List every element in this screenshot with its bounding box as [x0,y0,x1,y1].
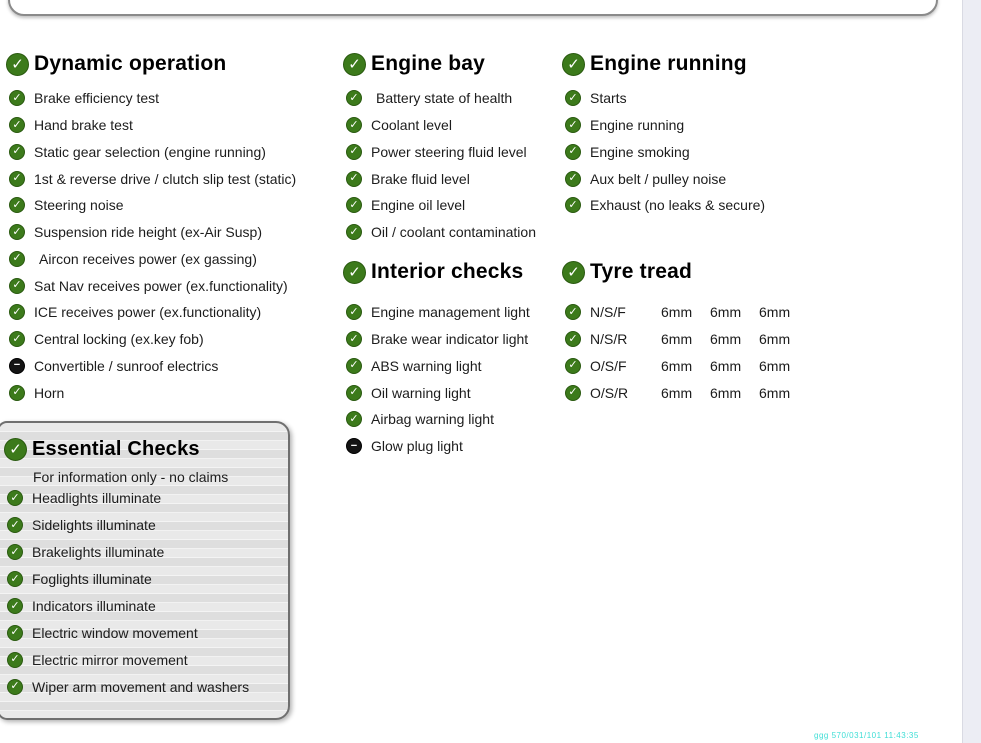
check-item-label: Oil warning light [371,384,471,401]
check-item [6,353,296,380]
check-item-label: Exhaust (no leaks & secure) [590,197,766,214]
section-header-tyre-tread [562,259,692,285]
check-item [0,619,249,646]
check-item-label: Starts [590,90,627,107]
check-item-label: Engine running [590,117,685,134]
tyre-row [562,299,799,326]
check-item-label: Central locking (ex.key fob) [34,331,204,348]
tread-depth-value: 6mm [759,384,791,401]
check-item [0,673,249,700]
check-circle-icon [346,304,362,320]
check-item [343,219,536,246]
section-title: Essential Checks [32,437,200,460]
check-circle-icon [565,304,581,320]
check-circle-icon [565,331,581,347]
check-item-label: Airbag warning light [371,411,494,428]
check-item [0,646,249,673]
section-header-interior-checks [343,259,523,285]
scrollbar-track[interactable] [962,0,981,743]
tyre-row [562,326,799,353]
check-item [562,192,765,219]
check-item [6,219,296,246]
check-item [562,165,765,192]
check-item [6,85,296,112]
check-item [6,165,296,192]
check-item-label: Hand brake test [34,117,133,134]
engine-running-list [562,85,765,219]
check-item [6,379,296,406]
check-item-label: Glow plug light [371,438,463,455]
check-item [343,165,536,192]
check-item-label: Aircon receives power (ex gassing) [39,250,257,267]
tread-depth-value: 6mm [661,331,693,348]
check-circle-icon [346,411,362,427]
check-item [343,299,530,326]
check-circle-icon [7,598,23,614]
check-circle-icon [565,358,581,374]
check-circle-icon [7,490,23,506]
check-item-label: Brakelights illuminate [32,544,165,561]
tread-depth-value: 6mm [710,384,742,401]
check-item-label: Headlights illuminate [32,490,162,507]
section-title: Engine running [590,52,747,75]
check-circle-icon [7,571,23,587]
check-circle-icon [346,144,362,160]
check-circle-icon [346,90,362,106]
check-circle-icon [7,625,23,641]
section-title: Engine bay [371,52,486,75]
check-item-label: Oil / coolant contamination [371,224,536,241]
section-title: Tyre tread [590,260,692,283]
check-item-label: Electric mirror movement [32,651,188,668]
essential-checks-list [0,485,249,700]
check-item-label: Foglights illuminate [32,571,152,588]
previous-card-bottom [8,0,938,16]
check-circle-icon [343,53,366,76]
check-item [0,566,249,593]
check-item [343,326,530,353]
check-item [343,192,536,219]
check-item-label: Battery state of health [376,90,513,107]
check-item-label: Engine management light [371,304,530,321]
essential-checks-note: For information only - no claims [33,469,229,485]
check-item-label: Brake fluid level [371,170,470,187]
check-circle-icon [9,304,25,320]
tread-depth-value: 6mm [759,331,791,348]
check-item [343,85,536,112]
tyre-position-label: N/S/R [590,331,628,348]
check-circle-icon [346,331,362,347]
section-header-engine-bay [343,51,485,77]
check-item [6,246,296,273]
check-circle-icon [9,90,25,106]
tread-depth-value: 6mm [710,357,742,374]
check-circle-icon [7,517,23,533]
check-circle-icon [7,544,23,560]
check-item-label: Wiper arm movement and washers [32,678,250,695]
check-item [562,139,765,166]
check-circle-icon [346,171,362,187]
check-item-label: Indicators illuminate [32,598,156,614]
check-circle-icon [9,197,25,213]
check-item [6,272,296,299]
check-item-label: Sat Nav receives power (ex.functionality) [34,277,288,294]
check-item-label: Steering noise [34,197,124,214]
check-circle-icon [9,224,25,240]
check-circle-icon [346,224,362,240]
section-title: Dynamic operation [34,52,227,75]
check-item [343,406,530,433]
check-item [6,299,296,326]
check-item [6,139,296,166]
check-circle-icon [565,171,581,187]
essential-checks-panel [0,421,290,720]
check-item-label: 1st & reverse drive / clutch slip test (static) [34,170,297,187]
tyre-row [562,353,799,380]
check-item [343,379,530,406]
check-item [0,539,249,566]
tread-depth-value: 6mm [661,304,693,321]
section-title: Interior checks [371,260,524,283]
tread-depth-value: 6mm [759,357,791,374]
tread-depth-value: 6mm [661,357,693,374]
minus-circle-icon [9,358,25,374]
tyre-position-label: O/S/R [590,384,629,401]
tyre-position-label: O/S/F [590,357,627,374]
check-item-label: Brake efficiency test [34,90,160,107]
interior-checks-list [343,299,530,460]
check-item [343,433,530,460]
check-circle-icon [562,261,585,284]
tread-depth-value: 6mm [710,304,742,321]
tyre-tread-list [562,299,799,406]
check-circle-icon [7,679,23,695]
check-item-label: Static gear selection (engine running) [34,143,266,160]
minus-circle-icon [346,438,362,454]
check-item [343,112,536,139]
check-circle-icon [9,171,25,187]
check-circle-icon [346,358,362,374]
tread-depth-value: 6mm [710,331,742,348]
check-circle-icon [7,652,23,668]
check-circle-icon [346,385,362,401]
tyre-row [562,379,799,406]
check-circle-icon [565,144,581,160]
check-item-label: Engine smoking [590,143,690,160]
check-circle-icon [343,261,366,284]
check-item-label: Brake wear indicator light [371,331,529,348]
check-item [562,85,765,112]
check-circle-icon [9,331,25,347]
engine-bay-list [343,85,536,246]
check-circle-icon [565,90,581,106]
check-item-label: ICE receives power (ex.functionality) [34,304,262,321]
watermark-text: ggg 570/031/101 11:43:35 [814,731,919,740]
check-circle-icon [4,438,27,461]
dynamic-operation-list [6,85,296,406]
tread-depth-value: 6mm [759,304,791,321]
section-header-dynamic-operation [6,51,226,77]
check-circle-icon [565,117,581,133]
check-item-label: Convertible / sunroof electrics [34,357,219,374]
check-item [6,112,296,139]
check-circle-icon [9,117,25,133]
check-circle-icon [9,144,25,160]
check-item-label: Aux belt / pulley noise [590,170,727,187]
check-circle-icon [565,197,581,213]
check-item-label: Sidelights illuminate [32,517,156,534]
check-item [562,112,765,139]
check-circle-icon [9,278,25,294]
check-item [343,139,536,166]
check-item-label: Electric window movement [32,624,198,641]
check-item [0,593,249,620]
check-circle-icon [565,385,581,401]
check-item [0,512,249,539]
check-circle-icon [9,251,25,267]
section-header-essential-checks [4,436,200,462]
check-item-label: ABS warning light [371,357,482,374]
check-item [343,353,530,380]
tyre-position-label: N/S/F [590,304,626,321]
check-circle-icon [562,53,585,76]
check-item-label: Engine oil level [371,197,466,214]
check-circle-icon [346,117,362,133]
check-circle-icon [6,53,29,76]
check-circle-icon [346,197,362,213]
check-item-label: Suspension ride height (ex-Air Susp) [34,224,263,241]
check-item [0,485,249,512]
check-item [6,192,296,219]
tread-depth-value: 6mm [661,384,693,401]
section-header-engine-running [562,51,747,77]
check-item [6,326,296,353]
check-item-label: Power steering fluid level [371,143,527,160]
check-circle-icon [9,385,25,401]
check-item-label: Horn [34,384,65,401]
check-item-label: Coolant level [371,117,452,134]
